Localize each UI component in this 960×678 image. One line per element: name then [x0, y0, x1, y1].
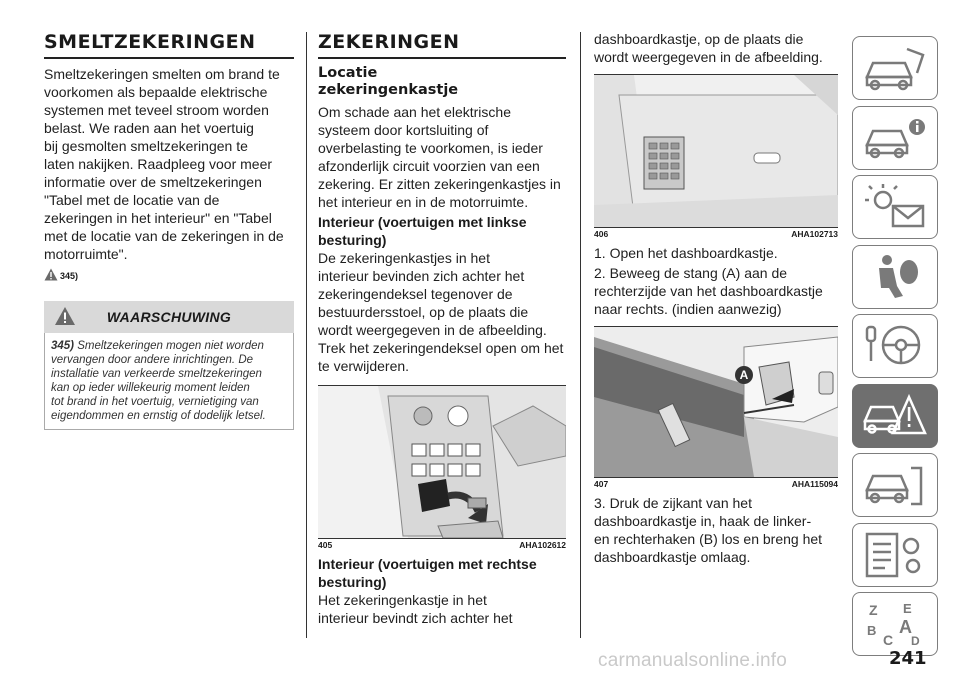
body-line: Trek het zekeringendeksel open om het	[318, 340, 564, 356]
subheading-line: Interieur (voertuigen met rechtse	[318, 556, 537, 572]
body-line: rechterzijde van het dashboardkastje	[594, 283, 823, 299]
airbag-safety-icon	[863, 252, 927, 302]
step-3	[594, 494, 838, 566]
body-line: te verwijderen.	[318, 358, 410, 374]
figure-caption	[594, 228, 838, 240]
steps-1-2	[594, 244, 838, 318]
body-line: informatie over de smeltzekeringen	[44, 174, 262, 190]
body-line: motorruimte".	[44, 246, 128, 262]
body-line: Smeltzekeringen smelten om brand te	[44, 66, 280, 82]
warning-line: Smeltzekeringen mogen niet worden	[77, 340, 264, 352]
continuation-body	[594, 30, 838, 66]
body-line: naar rechts. (indien aanwezig)	[594, 301, 782, 317]
section-heading-zekeringen: ZEKERINGEN	[318, 30, 566, 59]
section-heading-smeltzekeringen: SMELTZEKERINGEN	[44, 30, 294, 59]
column-divider-2	[580, 32, 581, 638]
car-info-icon	[863, 113, 927, 163]
warning-reference[interactable]	[44, 265, 294, 281]
body-line: wordt weergegeven in de afbeelding.	[594, 49, 823, 65]
figure-number: 407	[594, 479, 609, 489]
subheading-line: besturing)	[318, 232, 387, 248]
body-line: en rechterhaken (B) los en breng het	[594, 531, 823, 547]
warning-box	[44, 301, 294, 430]
body-line: belast. We raden aan het voertuig	[44, 120, 254, 136]
warning-header	[44, 301, 294, 333]
body-line: Om schade aan het elektrische	[318, 104, 511, 120]
callout-label-a: A	[739, 368, 749, 382]
body-line: zekering. Er zitten zekeringenkastjes in	[318, 176, 561, 192]
smeltzekeringen-body	[44, 65, 294, 263]
alphabetical-index-icon	[863, 599, 927, 649]
body-line: 2. Beweeg de stang (A) aan de	[594, 265, 788, 281]
body-line: dashboardkastje in, haak de linker-	[594, 513, 812, 529]
chapter-tabs	[852, 36, 940, 662]
warning-reference-number: 345)	[60, 271, 79, 281]
body-line: Het zekeringenkastje in het	[318, 592, 487, 608]
warning-triangle-icon	[54, 306, 76, 326]
body-line: wordt weergegeven in de afbeelding.	[318, 322, 547, 338]
body-line: voorkomen als bepaalde elektrische	[44, 84, 268, 100]
tab-index[interactable]	[852, 592, 938, 656]
warning-line: tot brand in het voertuig, vernietiging van	[51, 396, 259, 408]
figure-code: AHA102612	[519, 540, 566, 550]
tab-specifications[interactable]	[852, 523, 938, 587]
body-line: dashboardkastje, op de plaats die	[594, 31, 804, 47]
svg-text:C: C	[883, 632, 894, 648]
warning-line: eigendommen en ernstig of dodelijk letsel.	[51, 410, 266, 422]
body-line: "Tabel met de locatie van de	[44, 192, 220, 208]
svg-text:A: A	[899, 617, 912, 637]
fuse-box-rhd-illustration	[594, 75, 838, 227]
figure-407	[594, 326, 838, 478]
lhd-body	[318, 249, 566, 375]
page-number: 241	[889, 648, 927, 669]
watermark: carmanualsonline.info	[598, 650, 788, 671]
subheading-line: Locatie	[318, 65, 378, 81]
warning-line: installatie van verkeerde smeltzekeringen	[51, 368, 262, 380]
zekeringen-intro	[318, 103, 566, 211]
tab-safety[interactable]	[852, 245, 938, 309]
steering-key-icon	[863, 321, 927, 371]
warning-title: WAARSCHUWING	[106, 309, 232, 325]
body-line: zekeringendeksel tegenover de	[318, 286, 513, 302]
svg-text:E: E	[903, 601, 912, 616]
figure-caption	[318, 539, 566, 551]
tab-driving[interactable]	[852, 314, 938, 378]
subheading-locatie	[318, 65, 566, 99]
svg-text:Z: Z	[869, 602, 878, 618]
body-line: 3. Druk de zijkant van het	[594, 495, 752, 511]
warning-number: 345)	[51, 340, 75, 352]
body-line: bij gesmolten smeltzekeringen te	[44, 138, 248, 154]
warning-lights-icon	[863, 182, 927, 232]
figure-code: AHA115094	[791, 479, 838, 489]
car-dashboard-icon	[863, 43, 927, 93]
tab-maintenance[interactable]	[852, 453, 938, 517]
subheading-lhd	[318, 213, 566, 249]
figure-405	[318, 385, 566, 539]
fuse-box-lhd-illustration	[318, 386, 566, 538]
warning-triangle-icon	[44, 268, 58, 281]
subheading-line: Interieur (voertuigen met linkse	[318, 214, 527, 230]
body-line: zekeringen in het interieur" en "Tabel	[44, 210, 272, 226]
warning-line: kan op ieder willekeurig moment leiden	[51, 382, 250, 394]
warning-text	[44, 333, 294, 430]
car-maintenance-icon	[863, 460, 927, 510]
body-line: met de locatie van de zekeringen in de	[44, 228, 284, 244]
figure-number: 405	[318, 540, 333, 550]
figure-caption	[594, 478, 838, 490]
column-dashboardkastje	[594, 30, 838, 566]
body-line: het interieur en in de motorruimte.	[318, 194, 529, 210]
body-line: interieur bevindt zich achter het	[318, 610, 513, 626]
subheading-rhd	[318, 555, 566, 591]
body-line: bestuurdersstoel, op de plaats die	[318, 304, 529, 320]
body-line: interieur bevinden zich achter het	[318, 268, 525, 284]
body-line: dashboardkastje omlaag.	[594, 549, 751, 565]
figure-number: 406	[594, 229, 609, 239]
tab-emergency[interactable]	[852, 384, 938, 448]
tab-dashboard[interactable]	[852, 36, 938, 100]
tab-car-info[interactable]	[852, 106, 938, 170]
body-line: overbelasting te voorkomen, is ieder	[318, 140, 543, 156]
specifications-icon	[863, 530, 927, 580]
column-divider-1	[306, 32, 307, 638]
column-zekeringen	[318, 30, 566, 627]
column-smeltzekeringen	[44, 30, 294, 430]
step-1: 1. Open het dashboardkastje.	[594, 245, 778, 261]
tab-warning-lights[interactable]	[852, 175, 938, 239]
figure-code: AHA102713	[791, 229, 838, 239]
svg-text:D: D	[911, 634, 920, 648]
body-line: afzonderlijk circuit voorzien van een	[318, 158, 540, 174]
figure-406	[594, 74, 838, 228]
rhd-body	[318, 591, 566, 627]
warning-line: vervangen door andere inrichtingen. De	[51, 354, 254, 366]
body-line: systeem door kortsluiting of	[318, 122, 489, 138]
subheading-line: besturing)	[318, 574, 387, 590]
body-line: systemen met teveel stroom worden	[44, 102, 269, 118]
glovebox-rod-illustration	[594, 327, 838, 477]
body-line: De zekeringenkastjes in het	[318, 250, 490, 266]
svg-text:B: B	[867, 623, 877, 638]
car-emergency-icon	[863, 391, 927, 441]
body-line: laten nakijken. Raadpleeg voor meer	[44, 156, 273, 172]
subheading-line: zekeringenkastje	[318, 82, 459, 98]
